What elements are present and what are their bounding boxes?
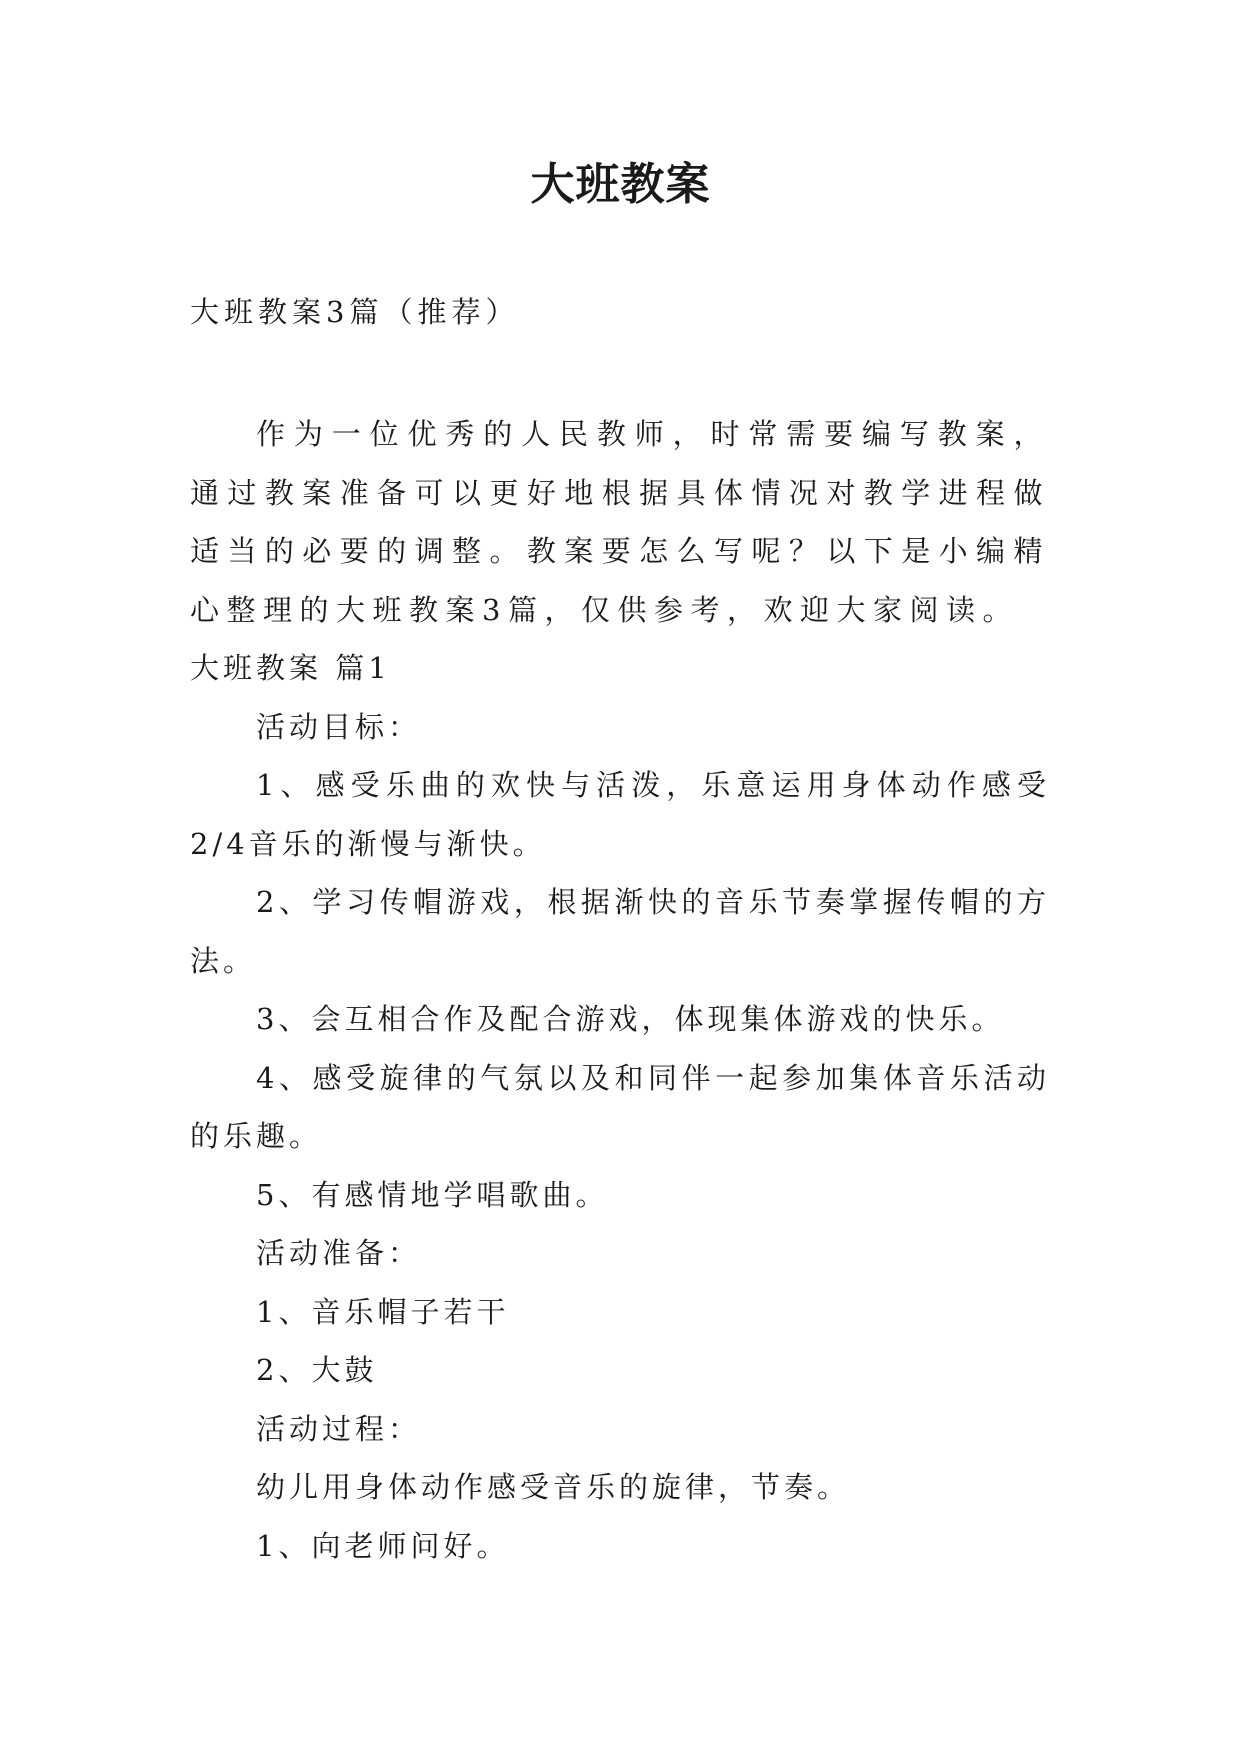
preparation-item: 1、音乐帽子若干 xyxy=(256,1294,510,1329)
goal-item: 1、感受乐曲的欢快与活泼，乐意运用身体动作感受2/4音乐的渐慢与渐快。 xyxy=(190,768,1050,861)
heading-activity-preparation: 活动准备： xyxy=(256,1236,422,1270)
goal-item: 3、会互相合作及配合游戏，体现集体游戏的快乐。 xyxy=(256,1002,1005,1036)
section-heading: 大班教案 篇1 xyxy=(190,651,391,685)
document-body xyxy=(190,405,1050,1575)
process-paragraph: 幼儿用身体动作感受音乐的旋律，节奏。 xyxy=(256,1470,851,1504)
document-subtitle: 大班教案3篇（推荐） xyxy=(190,295,520,329)
intro-paragraph: 作为一位优秀的人民教师，时常需要编写教案，通过教案准备可以更好地根据具体情况对教学进程做适当的必要的调整。教案要怎么写呢？以下是小编精心整理的大班教案3篇，仅供参考，欢迎大家阅读。 xyxy=(190,417,1050,627)
process-item: 1、向老师问好。 xyxy=(256,1528,510,1563)
heading-activity-process: 活动过程： xyxy=(256,1411,422,1446)
goal-item: 5、有感情地学唱歌曲。 xyxy=(256,1177,609,1212)
preparation-item: 2、大鼓 xyxy=(256,1353,378,1387)
goal-item: 2、学习传帽游戏，根据渐快的音乐节奏掌握传帽的方法。 xyxy=(190,885,1050,978)
goal-item: 4、感受旋律的气氛以及和同伴一起参加集体音乐活动的乐趣。 xyxy=(190,1060,1050,1153)
document-title: 大班教案 xyxy=(530,159,711,210)
heading-activity-goals: 活动目标： xyxy=(256,709,422,744)
